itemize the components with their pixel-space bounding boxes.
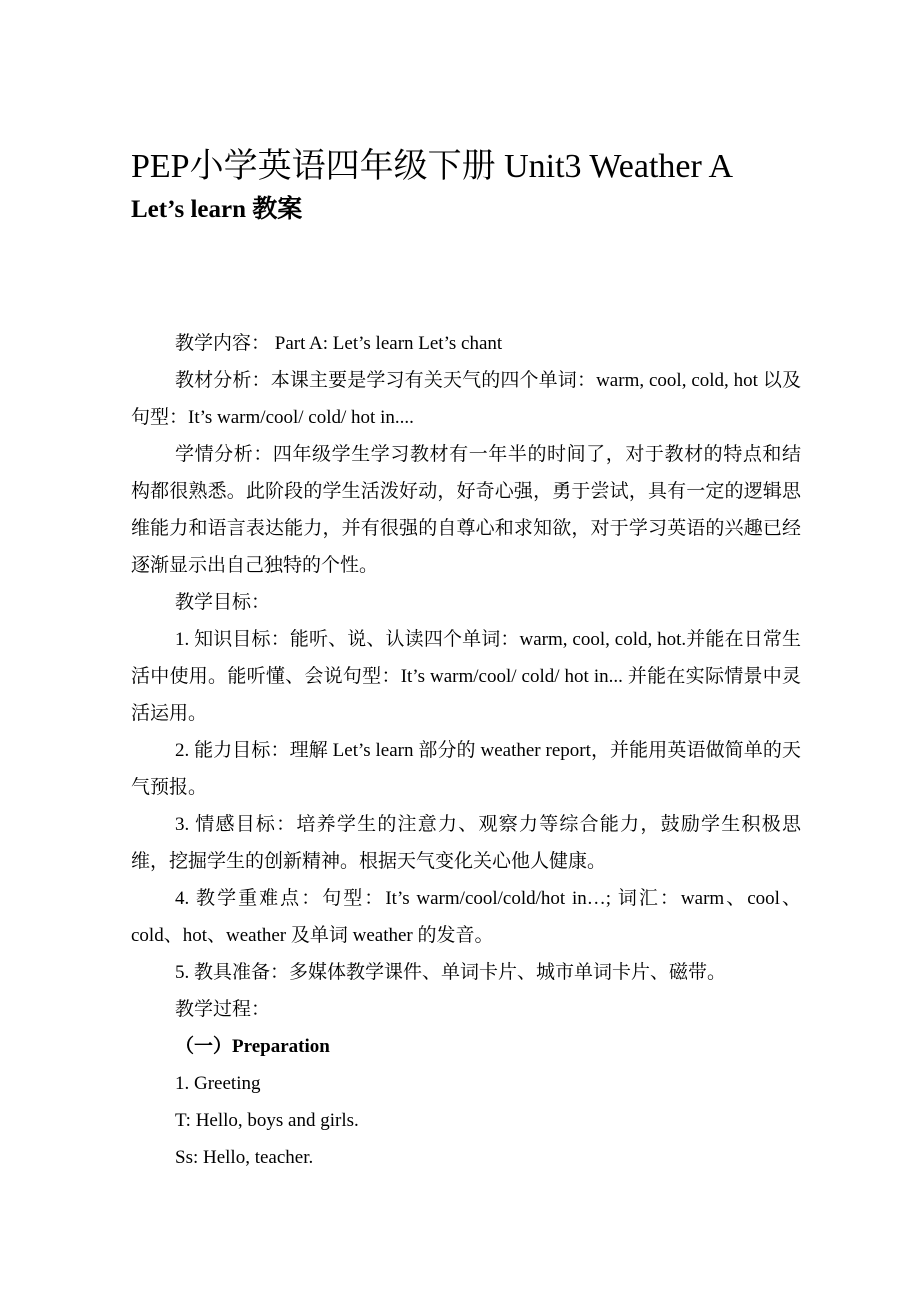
paragraph-objective-2: 2. 能力目标：理解 Let’s learn 部分的 weather report，并能用英语做简单的天气预报。 [131,740,801,798]
title-line-1: PEP小学英语四年级下册 Unit3 Weather A [131,148,734,185]
paragraph-objective-5: 5. 教具准备：多媒体教学课件、单词卡片、城市单词卡片、磁带。 [175,962,727,983]
paragraph-students-line: Ss: Hello, teacher. [175,1147,314,1168]
paragraph-student-analysis: 学情分析：四年级学生学习教材有一年半的时间了，对于教材的特点和结构都很熟悉。此阶段的学生活泼好动，好奇心强，勇于尝试，具有一定的逻辑思维能力和语言表达能力，并有很强的自尊心和求知欲，对于学习英语的兴趣已经逐渐显示出自己独特的个性。 [131,444,801,576]
title-line-2: Let’s learn 教案 [131,196,303,223]
paragraph-teaching-content: 教学内容： Part A: Let’s learn Let’s chant [175,333,503,354]
paragraph-material-analysis: 教材分析：本课主要是学习有关天气的四个单词：warm, cool, cold, hot 以及句型：It’s warm/cool/ cold/ hot in.... [131,370,801,428]
paragraph-objectives-heading: 教学目标： [175,592,271,613]
paragraph-greeting: 1. Greeting [175,1073,261,1094]
paragraph-teacher-line: T: Hello, boys and girls. [175,1110,359,1131]
paragraph-objective-3: 3. 情感目标：培养学生的注意力、观察力等综合能力，鼓励学生积极思维，挖掘学生的创新精神。根据天气变化关心他人健康。 [131,814,801,872]
paragraph-objective-4: 4. 教学重难点：句型：It’s warm/cool/cold/hot in…; 词汇：warm、cool、cold、hot、weather 及单词 weather 的发音。 [131,888,801,946]
document-title [131,142,811,228]
paragraph-process-heading: 教学过程： [175,999,271,1020]
paragraph-objective-1: 1. 知识目标：能听、说、认读四个单词：warm, cool, cold, hot.并能在日常生活中使用。能听懂、会说句型：It’s warm/cool/ cold/ hot in... 并能在实际情景中灵活运用。 [131,629,801,724]
document-body [131,325,801,1176]
paragraph-preparation-heading: （一）Preparation [175,1036,330,1057]
